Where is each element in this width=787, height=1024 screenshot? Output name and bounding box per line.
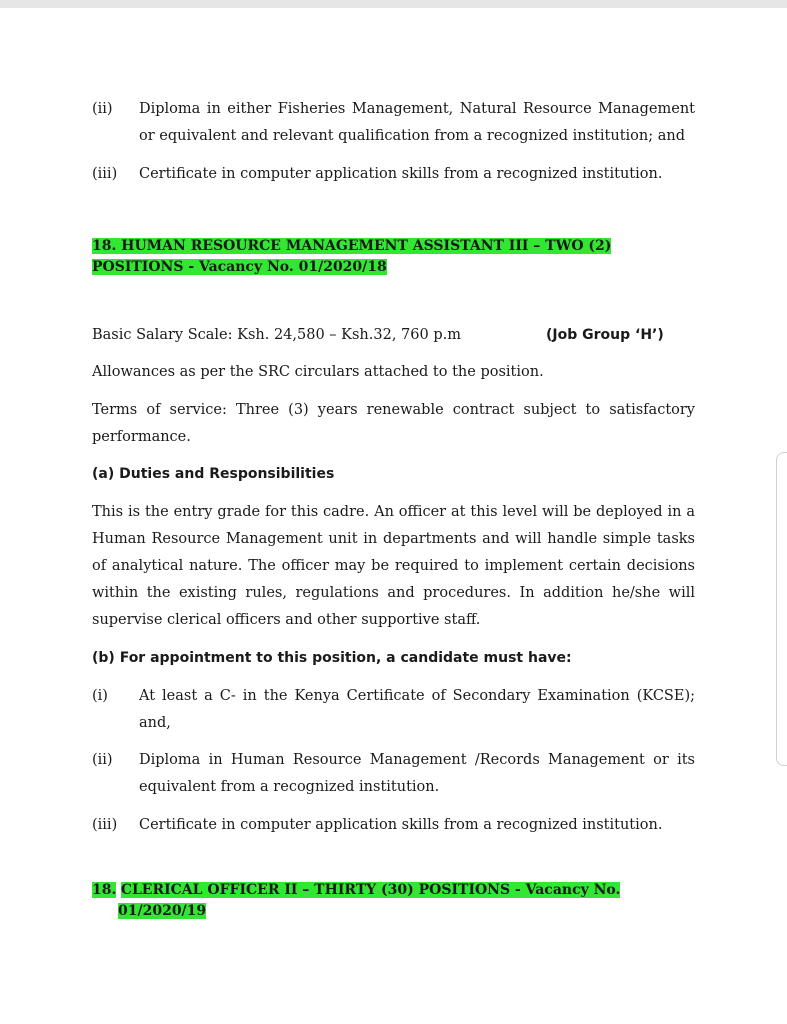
duties-paragraph: This is the entry grade for this cadre. An officer at this level will be deployed in a Human Resource Management unit in departments and will handle simple tasks of analytical nature. The officer may be required to implement certain decisions within the existing rules, regulations and procedures. In addition he/she will supervise clerical officers and other supportive staff. [92,504,695,628]
list-item: Certificate in computer application skills from a recognized institution. [139,166,663,182]
allowances-text: Allowances as per the SRC circulars attached to the position. [92,364,544,380]
job-group: (Job Group ‘H’) [546,327,664,343]
section-heading: 18. CLERICAL OFFICER II – THIRTY (30) POSITIONS - Vacancy No. 01/2020/19 [92,882,621,919]
list-item: Diploma in Human Resource Management /Records Management or its equivalent from a recognized institution. [139,752,695,795]
appointment-heading: (b) For appointment to this position, a candidate must have: [92,650,572,666]
duties-heading: (a) Duties and Responsibilities [92,466,335,482]
terms-of-service: Terms of service: Three (3) years renewable contract subject to satisfactory performance. [92,402,695,445]
salary-scale: Basic Salary Scale: Ksh. 24,580 – Ksh.32, 760 p.m [92,327,461,343]
list-item-number: (iii) [92,166,118,182]
list-item: Certificate in computer application skills from a recognized institution. [139,817,663,833]
list-item: At least a C- in the Kenya Certificate of Secondary Examination (KCSE); and, [139,688,695,731]
section-heading: 18. HUMAN RESOURCE MANAGEMENT ASSISTANT III – TWO (2) POSITIONS - Vacancy No. 01/2020/18 [92,238,612,275]
top-bar [0,0,787,8]
list-item-number: (iii) [92,817,118,833]
scroll-handle[interactable] [776,452,787,766]
list-item-number: (i) [92,688,108,704]
list-item-number: (ii) [92,752,113,768]
list-item: Diploma in either Fisheries Management, Natural Resource Management or equivalent and relevant qualification from a recognized institution; and [139,101,695,144]
list-item-number: (ii) [92,101,113,117]
